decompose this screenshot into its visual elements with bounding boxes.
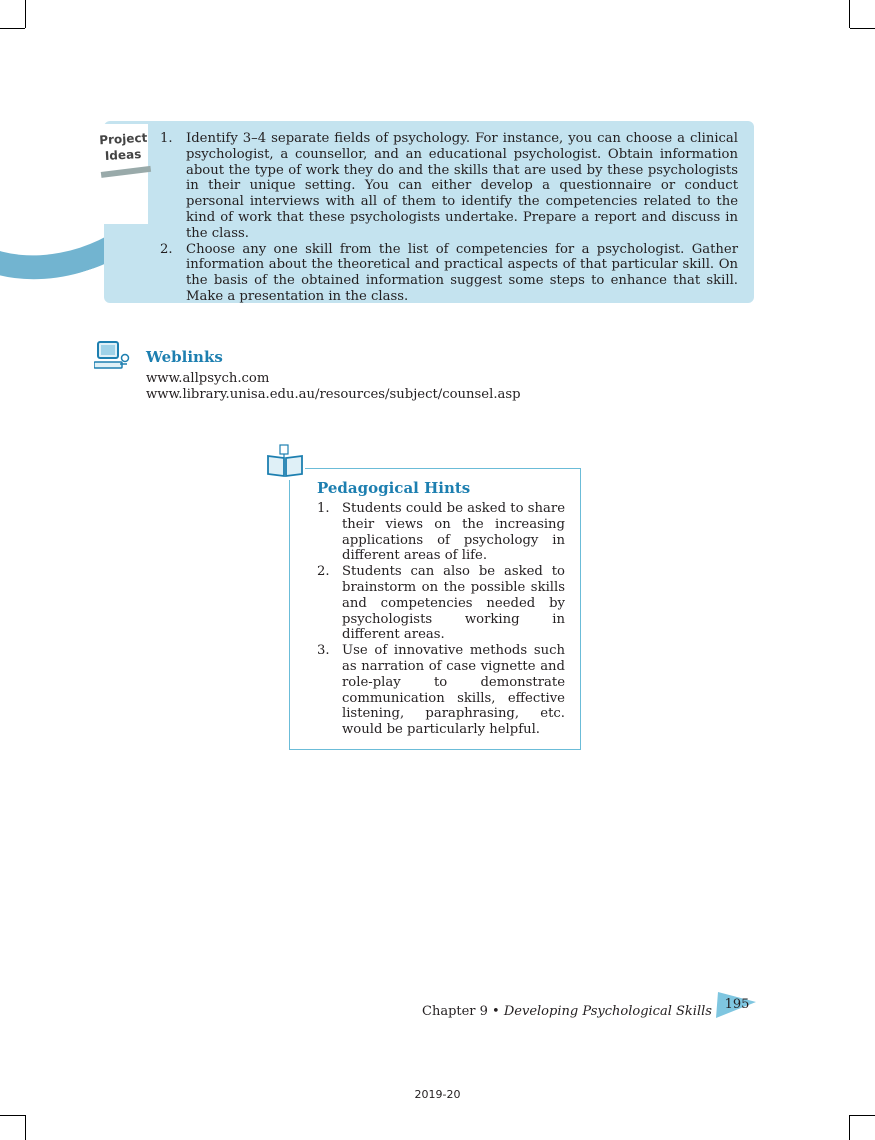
project-ideas-list	[160, 131, 738, 305]
item-number: 3.	[317, 643, 330, 659]
item-number: 1.	[317, 501, 330, 516]
item-text: Identify 3–4 separate fields of psychology. For instance, you can choose a clinical psychologist, a counsellor, and an educational psychologist. Obtain information about the type of work they do and the skills that are used by these psychologists in their unique setting. You can either develop a questionnaire or conduct personal interviews with all of them to identify the competencies related to the kind of work that these psychologists undertake. Prepare a report and discuss in the class.	[186, 131, 738, 241]
item-text: Choose any one skill from the list of competencies for a psychologist. Gather information about the theoretical and practical aspects of that particular skill. On the basis of the obtained information suggest some steps to enhance that skill. Make a presentation in the class.	[186, 241, 738, 304]
list-item	[160, 242, 738, 305]
crop-mark-tl-h	[0, 28, 25, 29]
list-item	[317, 643, 565, 738]
list-item	[160, 131, 738, 242]
crop-mark-br-v	[849, 1115, 850, 1140]
crop-mark-bl-h	[0, 1115, 25, 1116]
footer-chapter	[422, 1004, 712, 1019]
computer-icon	[94, 340, 130, 370]
item-number: 1.	[160, 131, 173, 146]
crop-mark-br-h	[850, 1115, 875, 1116]
list-item	[317, 564, 565, 643]
weblinks-heading: Weblinks	[146, 348, 223, 366]
project-ideas-label-line1: Project	[98, 130, 148, 148]
chapter-title: Developing Psychological Skills	[503, 1004, 712, 1019]
crop-mark-tr-v	[849, 0, 850, 28]
item-number: 2.	[317, 564, 330, 580]
page-number: 195	[724, 997, 750, 1012]
weblink-2[interactable]: www.library.unisa.edu.au/resources/subject/counsel.asp	[146, 387, 521, 402]
item-text: Students could be asked to share their views on the increasing applications of psychology in different areas of life.	[342, 501, 565, 564]
open-book-icon	[265, 444, 305, 480]
project-ideas-label-line2: Ideas	[104, 147, 142, 163]
crop-mark-tr-h	[850, 28, 875, 29]
edition-year: 2019-20	[414, 1088, 461, 1101]
item-text: Use of innovative methods such as narration of case vignette and role-play to demonstrate communication skills, effective listening, paraphrasing, etc. would be particularly helpful.	[342, 643, 565, 738]
pedagogical-hints-heading: Pedagogical Hints	[317, 479, 471, 497]
pedagogical-hints-list	[317, 501, 565, 738]
item-text: Students can also be asked to brainstorm on the possible skills and competencies needed by psychologists working in different areas.	[342, 564, 565, 643]
chapter-number: Chapter 9 •	[422, 1004, 500, 1019]
weblink-1[interactable]: www.allpsych.com	[146, 371, 270, 386]
crop-mark-tl-v	[25, 0, 26, 28]
list-item	[317, 501, 565, 564]
item-number: 2.	[160, 241, 173, 257]
project-ideas-label	[99, 130, 147, 178]
crop-mark-bl-v	[25, 1115, 26, 1140]
